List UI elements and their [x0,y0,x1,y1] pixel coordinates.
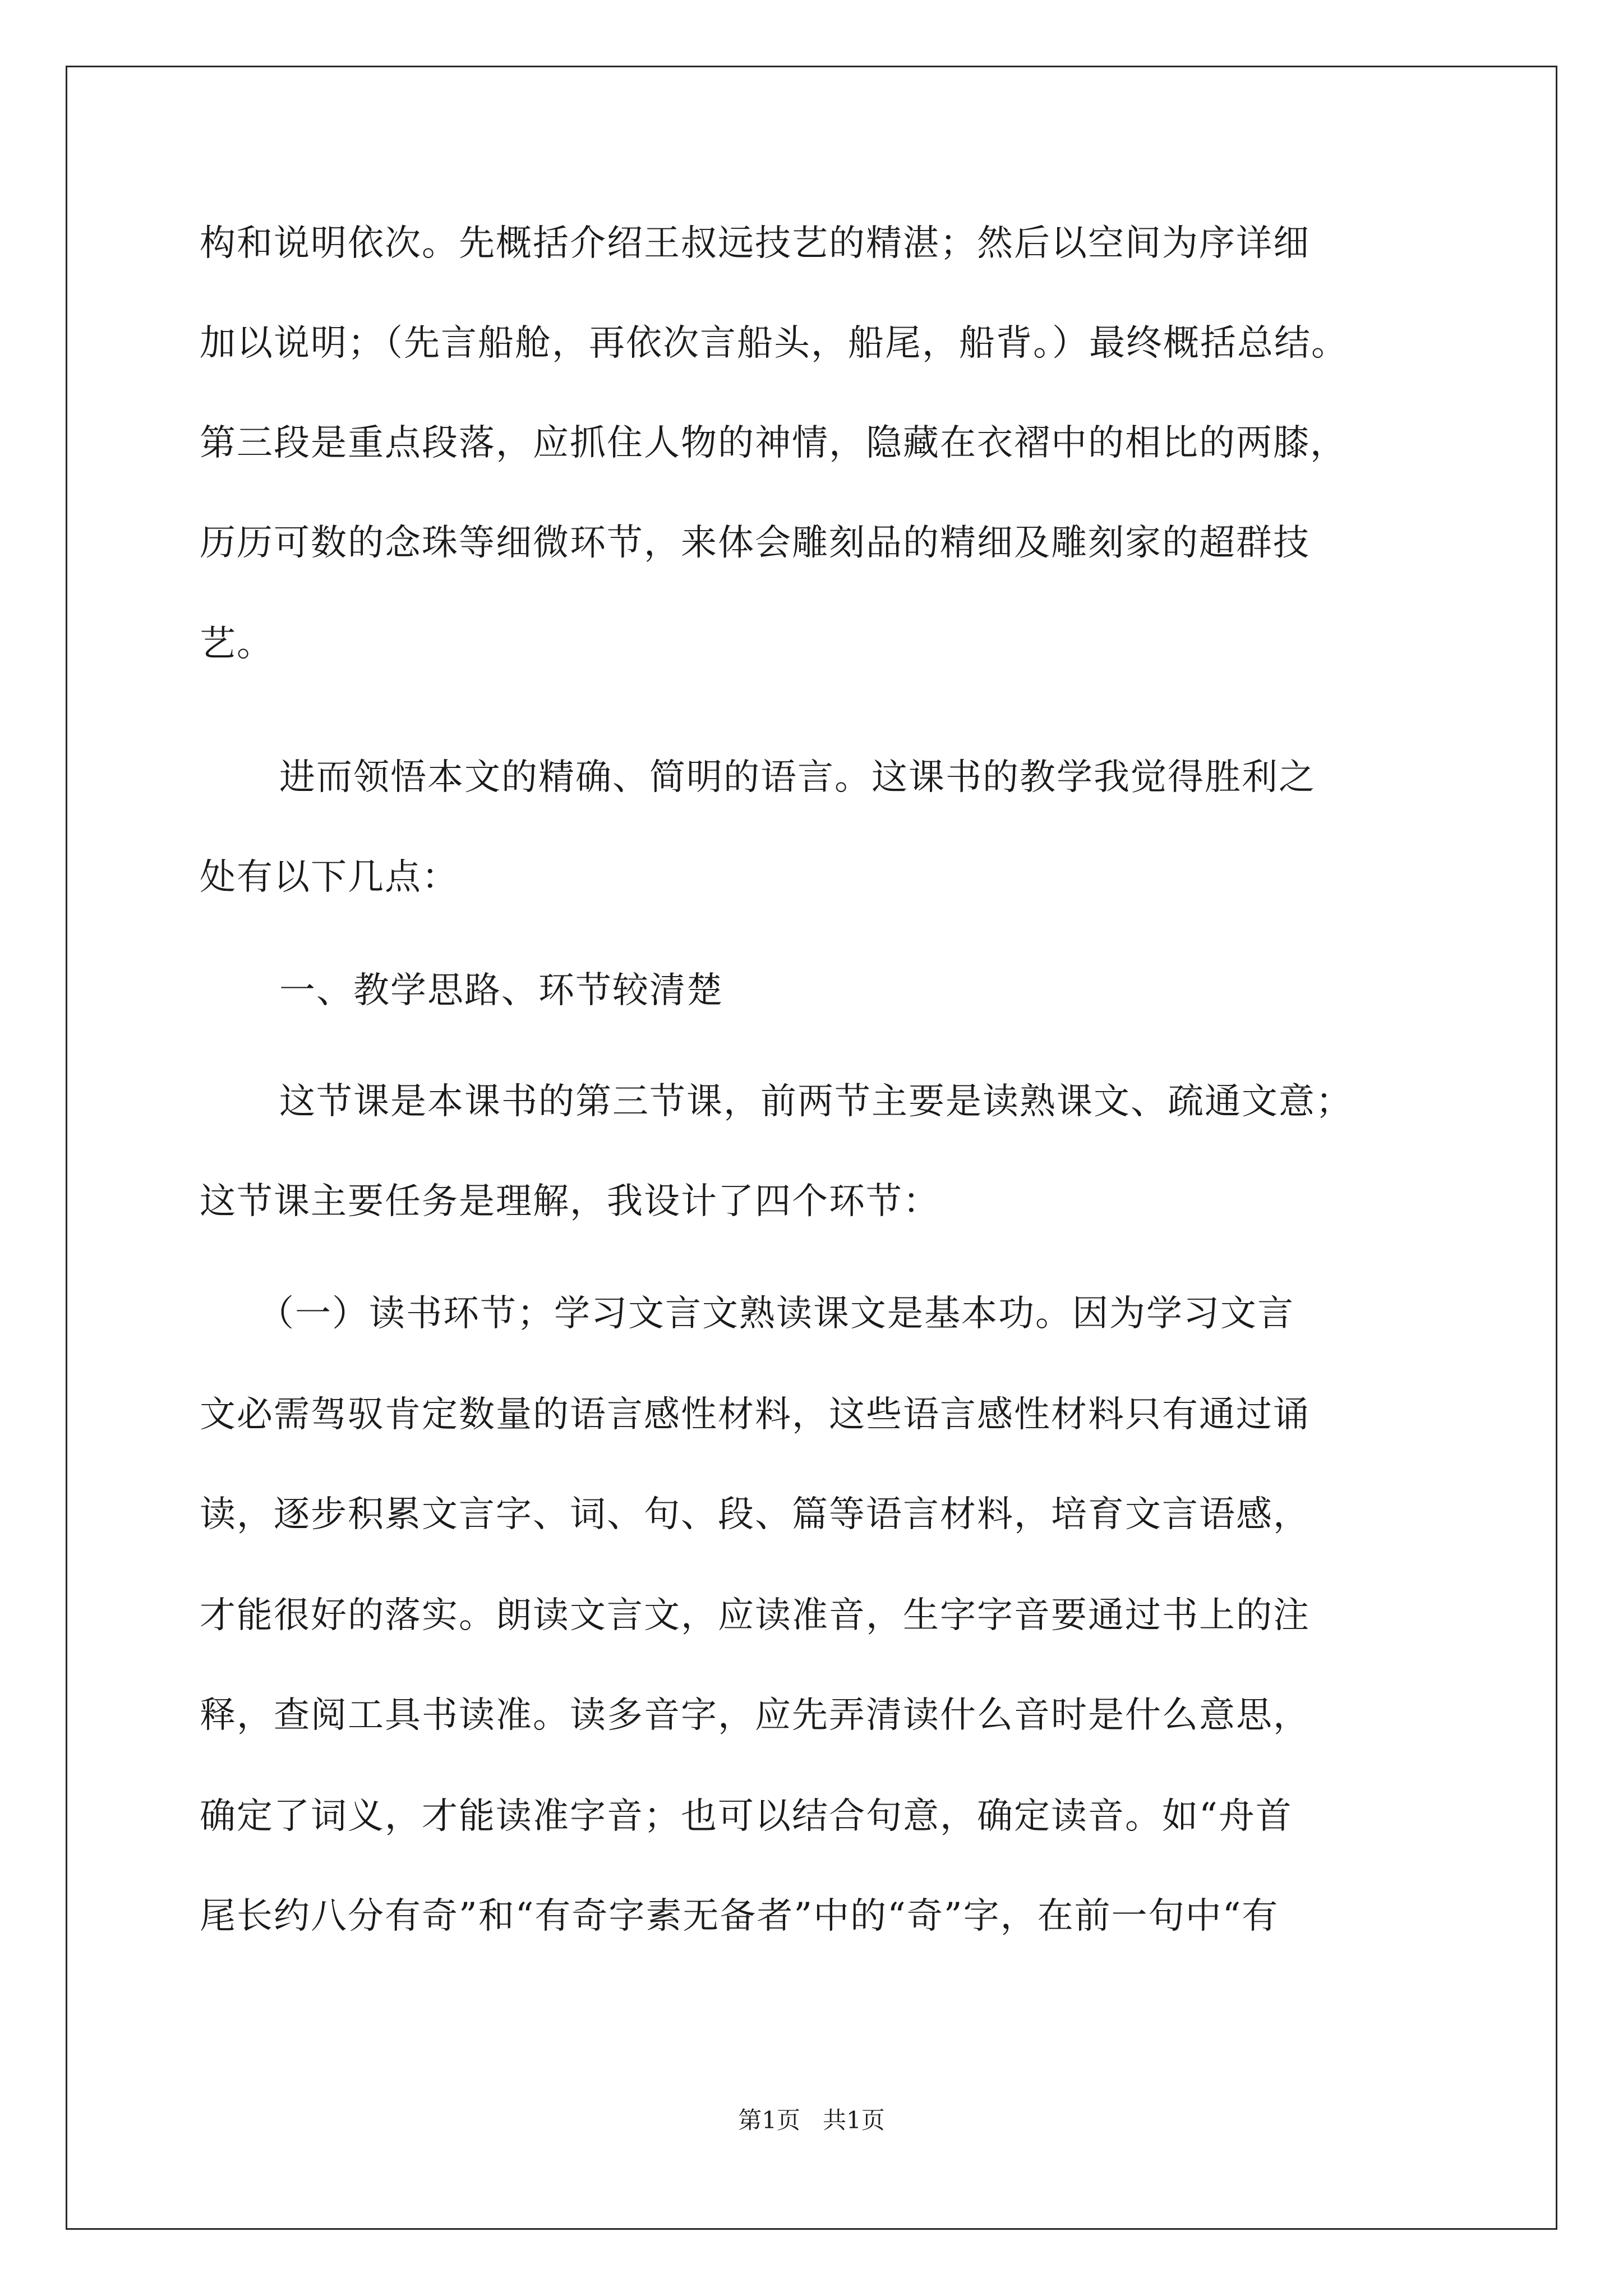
paragraph-first-line: （一）读书环节；学习文言文熟读课文是基本功。因为学习文言 [258,1293,1294,1335]
text-line: 加以说明；（先言船舱，再依次言船头，船尾，船背。）最终概括总结。 [200,323,1348,364]
text-line: 才能很好的落实。朗读文言文，应读准音，生字字音要通过书上的注 [200,1595,1310,1636]
text-line: 艺。 [200,623,274,665]
text-line: 处有以下几点： [200,857,459,898]
paragraph-first-line: 这节课是本课书的第三节课，前两节主要是读熟课文、疏通文意； [279,1081,1353,1122]
text-line: 第三段是重点段落，应抓住人物的神情，隐藏在衣褶中的相比的两膝， [200,422,1347,464]
text-line: 读，逐步积累文言字、词、句、段、篇等语言材料，培育文言语感， [200,1494,1310,1535]
section-heading: 一、教学思路、环节较清楚 [279,970,723,1011]
paragraph-first-line: 进而领悟本文的精确、简明的语言。这课书的教学我觉得胜利之 [279,757,1316,798]
text-line: 文必需驾驭肯定数量的语言感性材料，这些语言感性材料只有通过诵 [200,1394,1310,1435]
text-line: 确定了词义，才能读准字音；也可以结合句意，确定读音。如“舟首 [200,1796,1293,1837]
text-line: 尾长约八分有奇”和“有奇字素无备者”中的“奇”字，在前一句中“有 [200,1895,1279,1937]
text-line: 历历可数的念珠等细微环节，来体会雕刻品的精细及雕刻家的超群技 [200,522,1310,564]
text-line: 这节课主要任务是理解，我设计了四个环节： [200,1181,940,1222]
page-number-footer: 第1页 共1页 [738,2106,885,2134]
text-line: 释，查阅工具书读准。读多音字，应先弄清读什么音时是什么意思， [200,1695,1310,1736]
text-line: 构和说明依次。先概括介绍王叔远技艺的精湛；然后以空间为序详细 [200,223,1310,264]
